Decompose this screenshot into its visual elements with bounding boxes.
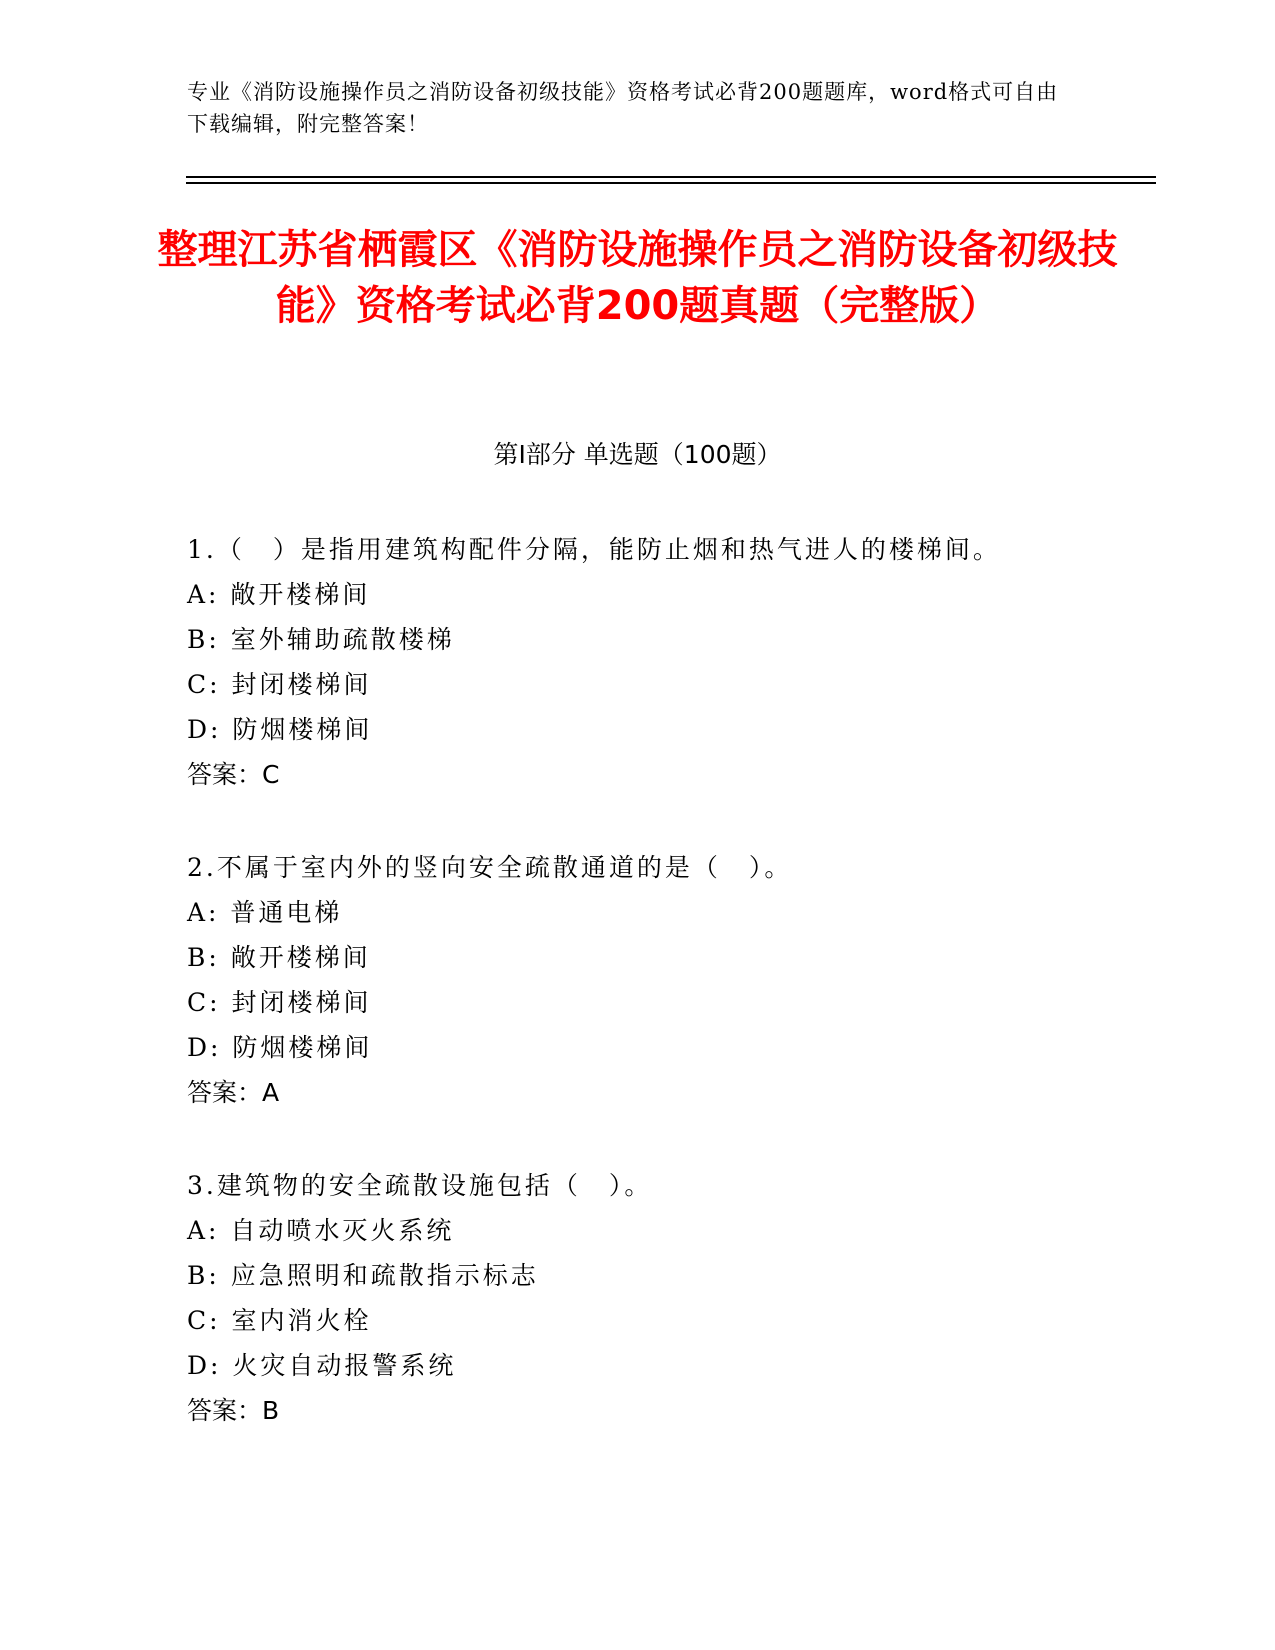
- option-a: A: 自动喷水灭火系统: [187, 1216, 455, 1245]
- option-c: C: 封闭楼梯间: [187, 988, 372, 1017]
- option-b: B: 应急照明和疏散指示标志: [187, 1261, 539, 1290]
- document-title: 整理江苏省栖霞区《消防设施操作员之消防设备初级技能》资格考试必背200题真题（完整版）: [157, 227, 1118, 329]
- option-a: A: 敞开楼梯间: [187, 580, 371, 609]
- header-divider-top: [186, 176, 1156, 178]
- question-block: [187, 845, 1137, 1115]
- answer-line: 答案：B: [187, 1396, 280, 1425]
- answer-line: 答案：A: [187, 1078, 280, 1107]
- question-stem: 2.不属于室内外的竖向安全疏散通道的是（ ）。: [187, 853, 793, 882]
- question-block: [187, 527, 1137, 797]
- question-block: [187, 1163, 1137, 1433]
- question-stem: 1.（ ）是指用建筑构配件分隔，能防止烟和热气进人的楼梯间。: [187, 535, 1001, 564]
- option-b: B: 室外辅助疏散楼梯: [187, 625, 455, 654]
- header-note: 专业《消防设施操作员之消防设备初级技能》资格考试必背200题题库，word格式可自由下载编辑，附完整答案！: [187, 80, 1059, 136]
- option-d: D: 防烟楼梯间: [187, 715, 373, 744]
- option-b: B: 敞开楼梯间: [187, 943, 371, 972]
- option-c: C: 封闭楼梯间: [187, 670, 372, 699]
- option-a: A: 普通电梯: [187, 898, 343, 927]
- section-heading: 第Ⅰ部分 单选题（100题）: [493, 440, 782, 469]
- option-d: D: 防烟楼梯间: [187, 1033, 373, 1062]
- answer-line: 答案：C: [187, 760, 280, 789]
- question-stem: 3.建筑物的安全疏散设施包括（ ）。: [187, 1171, 653, 1200]
- option-d: D: 火灾自动报警系统: [187, 1351, 457, 1380]
- option-c: C: 室内消火栓: [187, 1306, 372, 1335]
- header-divider-bottom: [186, 182, 1156, 184]
